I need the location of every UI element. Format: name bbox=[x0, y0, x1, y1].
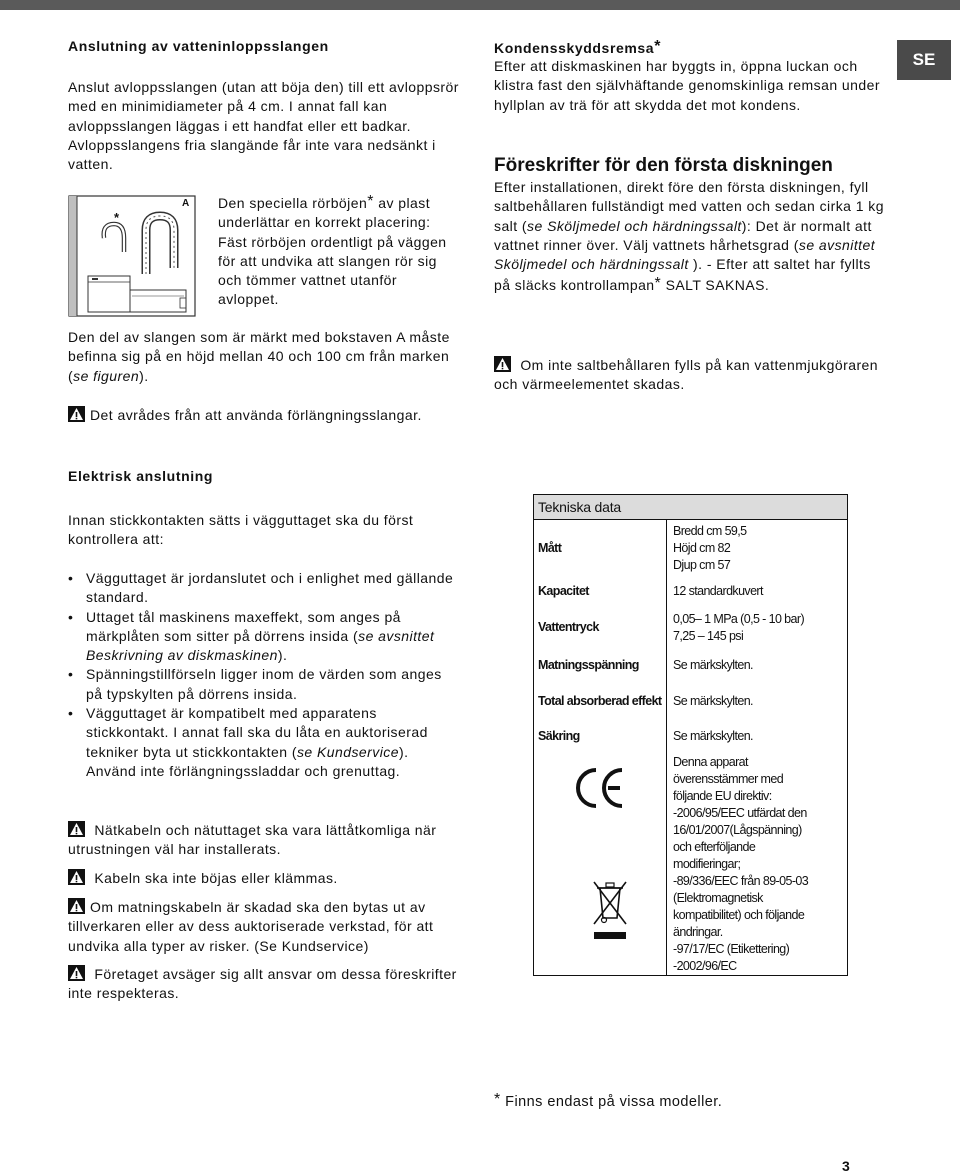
warning-text: Företaget avsäger sig allt ansvar om dessa föreskrifter inte respekteras. bbox=[68, 966, 457, 1002]
footnote-star: * bbox=[494, 1091, 501, 1108]
warning-icon bbox=[68, 406, 85, 422]
directive-line: kompatibilitet) och följande bbox=[673, 907, 805, 922]
paragraph-height bbox=[68, 328, 460, 386]
warning-damaged-cable bbox=[68, 898, 460, 956]
warning-icon bbox=[68, 821, 85, 837]
compliance-marks bbox=[534, 752, 667, 976]
ce-mark-icon bbox=[574, 766, 626, 810]
directive-line: ändringar. bbox=[673, 924, 723, 939]
first-wash-text: SALT SAKNAS. bbox=[661, 277, 770, 294]
technical-data-table bbox=[533, 494, 848, 976]
table-row-compliance bbox=[534, 752, 848, 976]
language-badge: SE bbox=[897, 40, 951, 80]
paragraph-drain: Anslut avloppsslangen (utan att böja den) till ett avloppsrör med en minimidiameter på 4 cm. I annat fall kan avloppsslangen läggas i ett handfat eller ett badkar. Avloppsslangens fria slangände får inte vara nedsänkt i vatten. bbox=[68, 79, 459, 173]
checklist bbox=[68, 569, 460, 781]
warning-extension-hoses bbox=[68, 406, 460, 425]
table-header-row bbox=[534, 495, 848, 520]
list-text: ). Använd inte förlängningssladdar och grenuttag. bbox=[86, 743, 409, 779]
row-value: Se märkskylten. bbox=[667, 722, 848, 752]
table-row bbox=[534, 682, 848, 722]
list-text-italic: se Kundservice bbox=[296, 743, 399, 760]
list-item bbox=[68, 608, 460, 666]
hose-figure bbox=[68, 190, 196, 318]
value-line: 7,25 – 145 psi bbox=[673, 628, 744, 643]
row-label: Matningsspänning bbox=[534, 650, 667, 682]
footnote bbox=[494, 1090, 722, 1112]
warning-icon bbox=[68, 869, 85, 885]
warning-icon bbox=[494, 356, 511, 372]
bend-star: * bbox=[367, 193, 374, 210]
list-item bbox=[68, 704, 460, 781]
first-wash-text: ). - Efter att saltet har fyllts på släcks kontrollampan bbox=[494, 256, 871, 294]
warning-icon bbox=[68, 898, 85, 914]
directive-line: Denna apparat bbox=[673, 754, 748, 769]
row-label: Vattentryck bbox=[534, 606, 667, 650]
directive-line: modifieringar; bbox=[673, 856, 741, 871]
table-row bbox=[534, 520, 848, 578]
warning-text: Nätkabeln och nätuttaget ska vara lättåtkomliga när utrustningen väl har installerats. bbox=[68, 822, 437, 858]
row-value: Se märkskylten. bbox=[667, 682, 848, 722]
list-text: Uttaget tål maskinens maxeffekt, som anges på märkplåten som sitter på dörrens insida ( bbox=[86, 608, 401, 644]
heading-star: * bbox=[654, 38, 662, 55]
table-row bbox=[534, 606, 848, 650]
row-value bbox=[667, 520, 848, 578]
bend-text-b: av plast underlättar en korrekt placering: Fäst rörböjen ordentligt på väggen för att undvika att slangen rör sig och tömmer vattnet utanför avloppet. bbox=[218, 195, 447, 308]
footnote-text: Finns endast på vissa modeller. bbox=[500, 1094, 723, 1110]
first-wash-text: Efter installationen, direkt före den första diskningen, fyll saltbehållaren fullständigt med vatten och sedan cirka 1 kg salt ( bbox=[494, 179, 884, 234]
value-line: Höjd cm 82 bbox=[673, 541, 731, 556]
value-line: Djup cm 57 bbox=[673, 558, 731, 573]
warning-text: Om matningskabeln är skadad ska den bytas ut av tillverkaren eller av dess auktoriserade verkstad, för att undvika alla typer av risker. (Se Kundservice) bbox=[68, 899, 434, 954]
row-label: Total absorberad effekt bbox=[534, 682, 667, 722]
warning-text: Om inte saltbehållaren fylls på kan vattenmjukgöraren och värmeelementet skadas. bbox=[494, 357, 879, 393]
value-line: 0,05– 1 MPa (0,5 - 10 bar) bbox=[673, 611, 805, 626]
section-heading-inlet: Anslutning av vatteninloppsslangen bbox=[68, 38, 329, 54]
warning-icon bbox=[68, 965, 85, 981]
page-number: 3 bbox=[842, 1158, 850, 1174]
height-text-italic: se figuren bbox=[73, 367, 140, 384]
first-wash-text: ): Det är normalt att vattnet rinner över. Välj vattnets hårhetsgrad ( bbox=[494, 217, 872, 253]
table-row bbox=[534, 650, 848, 682]
directive-line: -89/336/EEC från 89-05-03 bbox=[673, 873, 809, 888]
figure-label-star: * bbox=[114, 210, 120, 225]
directive-line: 16/01/2007(Lågspänning) bbox=[673, 822, 802, 837]
directive-line: -2006/95/EEC utfärdat den bbox=[673, 805, 807, 820]
row-value: Se märkskylten. bbox=[667, 650, 848, 682]
height-text-b: ). bbox=[139, 367, 149, 384]
warning-cable-bend bbox=[68, 869, 460, 888]
directive-line: (Elektromagnetisk bbox=[673, 890, 763, 905]
directive-line: -97/17/EC (Etikettering) bbox=[673, 941, 790, 956]
paragraph-first-wash bbox=[494, 178, 886, 296]
table-row bbox=[534, 578, 848, 606]
table-title: Tekniska data bbox=[534, 495, 848, 520]
row-label: Mått bbox=[534, 520, 667, 578]
figure-label-a: A bbox=[182, 198, 190, 209]
warning-text: Det avrådes från att använda förlängningsslangar. bbox=[90, 407, 422, 423]
section-heading-electrical: Elektrisk anslutning bbox=[68, 468, 214, 484]
first-wash-italic: se avsnittet Sköljmedel och härdningssalt bbox=[494, 236, 876, 273]
section-heading-condensation bbox=[494, 38, 661, 56]
first-wash-star: * bbox=[654, 275, 662, 293]
row-label: Säkring bbox=[534, 722, 667, 752]
hose-illustration bbox=[68, 190, 196, 318]
value-line: Bredd cm 59,5 bbox=[673, 524, 747, 539]
paragraph-bend bbox=[218, 192, 460, 310]
warning-salt bbox=[494, 356, 886, 395]
height-text-a: Den del av slangen som är märkt med bokstaven A måste befinna sig på en höjd mellan 40 och 100 cm från marken ( bbox=[68, 329, 450, 384]
row-value: 12 standardkuvert bbox=[667, 578, 848, 606]
list-text: ). bbox=[277, 647, 288, 664]
list-item: • Vägguttaget är jordanslutet och i enlighet med gällande standard. bbox=[68, 569, 460, 608]
list-text: Vägguttaget är kompatibelt med apparatens stickkontakt. I annat fall ska du låta en auktoriserad tekniker byta ut stickkontakten ( bbox=[86, 705, 428, 760]
paragraph-condensation: Efter att diskmaskinen har byggts in, öppna luckan och klistra fast den självhäftande genomskinliga remsan under hyllplan av trä för att skydda det mot kondens. bbox=[494, 58, 880, 113]
list-text-italic: se avsnittet Beskrivning av diskmaskinen bbox=[86, 627, 435, 664]
warning-text: Kabeln ska inte böjas eller klämmas. bbox=[94, 870, 338, 886]
warning-liability bbox=[68, 965, 460, 1004]
directive-line: och efterföljande bbox=[673, 839, 756, 854]
table-row bbox=[534, 722, 848, 752]
row-label: Kapacitet bbox=[534, 578, 667, 606]
row-value bbox=[667, 606, 848, 650]
directive-line: följande EU direktiv: bbox=[673, 788, 772, 803]
heading-text: Kondensskyddsremsa bbox=[494, 40, 655, 56]
directive-line: -2002/96/EC bbox=[673, 958, 737, 973]
directive-text bbox=[667, 752, 848, 976]
list-item: • Spänningstillförseln ligger inom de värden som anges på typskylten på dörrens insida. bbox=[68, 665, 460, 704]
first-wash-italic: se Sköljmedel och härdningssalt bbox=[527, 217, 742, 234]
section-heading-first-wash: Föreskrifter för den första diskningen bbox=[494, 155, 833, 176]
bend-text-a: Den speciella rörböjen bbox=[218, 195, 368, 211]
warning-accessible bbox=[68, 821, 460, 860]
directive-line: överensstämmer med bbox=[673, 771, 784, 786]
weee-bin-icon bbox=[590, 878, 630, 940]
paragraph-check: Innan stickkontakten sätts i vägguttaget ska du först kontrollera att: bbox=[68, 512, 414, 548]
top-bar bbox=[0, 0, 960, 10]
